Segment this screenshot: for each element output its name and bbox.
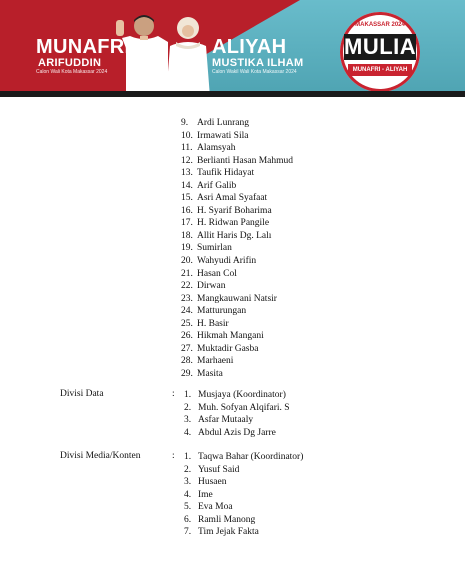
list-item <box>184 489 303 502</box>
list-item <box>184 414 290 427</box>
list-item <box>181 130 293 143</box>
item-number: 6. <box>184 514 192 525</box>
list-item <box>181 117 293 130</box>
item-name: Hasan Col <box>197 268 237 279</box>
list-item <box>184 402 290 415</box>
list-item <box>184 526 303 539</box>
item-name: Dirwan <box>197 281 226 292</box>
item-name: Muh. Sofyan Alqifari. S <box>198 402 290 413</box>
list-item <box>184 514 303 527</box>
item-number: 24. <box>181 306 193 317</box>
right-name: ALIYAH <box>212 36 287 58</box>
item-number: 19. <box>181 243 193 254</box>
division-label: Divisi Data <box>60 389 104 399</box>
item-number: 18. <box>181 230 193 241</box>
division-colon: : <box>172 389 175 399</box>
item-number: 17. <box>181 218 193 229</box>
item-number: 4. <box>184 427 192 438</box>
item-name: Sumirlan <box>197 243 232 254</box>
item-name: H. Basir <box>197 318 229 329</box>
item-name: H. Syarif Boharima <box>197 205 272 216</box>
item-name: Allit Haris Dg. Lalı <box>197 230 272 241</box>
item-number: 3. <box>184 477 192 487</box>
left-surname: ARIFUDDIN <box>38 57 102 69</box>
list-item <box>184 464 303 477</box>
list-item <box>181 318 293 331</box>
item-name: Asfar Mutaaly <box>198 415 254 425</box>
item-name: Taufik Hidayat <box>197 168 255 179</box>
item-name: H. Ridwan Pangile <box>197 218 270 229</box>
item-number: 12. <box>181 155 193 166</box>
item-number: 16. <box>181 205 193 216</box>
list-item <box>184 501 303 514</box>
left-tagline: Calon Wali Kota Makassar 2024 <box>36 69 108 75</box>
item-name: Eva Moa <box>198 502 233 512</box>
list-item <box>181 355 293 368</box>
list-item <box>181 230 293 243</box>
logo-top-text: MAKASSAR 2024 <box>355 22 405 28</box>
item-name: Irmawati Sila <box>197 130 249 141</box>
item-number: 1. <box>184 452 192 462</box>
item-number: 11. <box>181 143 193 154</box>
mulia-logo <box>340 12 420 92</box>
item-name: Arif Galib <box>197 180 237 191</box>
candidate-photo-right <box>164 12 212 97</box>
item-name: Ramli Manong <box>198 514 256 525</box>
candidate-right-name <box>212 37 303 76</box>
item-name: Matturungan <box>197 306 247 317</box>
item-number: 1. <box>184 390 192 400</box>
item-number: 4. <box>184 489 192 500</box>
member-list <box>181 117 293 380</box>
item-number: 25. <box>181 318 193 329</box>
item-number: 20. <box>181 256 193 267</box>
candidate-left-name <box>36 37 130 76</box>
item-name: Marhaeni <box>197 356 234 367</box>
list-item <box>181 242 293 255</box>
list-item <box>181 343 293 356</box>
division-colon: : <box>172 451 175 461</box>
item-number: 15. <box>181 193 193 204</box>
list-item <box>181 205 293 218</box>
campaign-banner <box>0 0 465 97</box>
item-name: Abdul Azis Dg Jarre <box>198 427 276 438</box>
item-number: 2. <box>184 464 192 475</box>
item-number: 10. <box>181 130 193 141</box>
left-name: MUNAFRI <box>36 36 131 58</box>
list-item <box>181 192 293 205</box>
list-item <box>181 330 293 343</box>
item-number: 22. <box>181 281 193 292</box>
item-name: Asri Amal Syafaat <box>197 193 268 204</box>
list-item <box>181 293 293 306</box>
right-tagline: Calon Wakil Wali Kota Makassar 2024 <box>212 69 297 75</box>
item-number: 28. <box>181 356 193 367</box>
item-number: 2. <box>184 402 192 413</box>
item-name: Ardi Lunrang <box>197 118 249 128</box>
logo-bottom-text: MUNAFRI - ALIYAH <box>348 64 412 76</box>
list-item <box>181 180 293 193</box>
item-name: Husaen <box>198 477 227 487</box>
item-number: 27. <box>181 343 193 354</box>
list-item <box>184 451 303 464</box>
list-item <box>181 268 293 281</box>
list-item <box>181 255 293 268</box>
item-number: 14. <box>181 180 193 191</box>
list-item <box>181 368 293 381</box>
item-name: Alamsyah <box>197 143 236 154</box>
item-name: Musjaya (Koordinator) <box>198 390 286 400</box>
list-item <box>184 476 303 489</box>
list-item <box>181 217 293 230</box>
list-item <box>181 305 293 318</box>
item-number: 3. <box>184 415 192 425</box>
item-number: 5. <box>184 502 192 512</box>
item-name: Wahyudi Arifin <box>197 256 257 267</box>
item-name: Masita <box>197 368 223 379</box>
item-name: Hikmah Mangani <box>197 331 264 342</box>
item-number: 23. <box>181 293 193 304</box>
item-name: Mangkauwani Natsir <box>197 293 277 304</box>
list-item <box>181 167 293 180</box>
division-label: Divisi Media/Konten <box>60 451 141 461</box>
item-name: Muktadir Gasba <box>197 343 259 354</box>
item-number: 21. <box>181 268 193 279</box>
division-items <box>184 451 303 539</box>
item-name: Berlianti Hasan Mahmud <box>197 155 294 166</box>
list-item <box>181 280 293 293</box>
item-number: 26. <box>181 331 193 342</box>
division-items <box>184 389 290 439</box>
item-number: 13. <box>181 168 193 179</box>
item-number: 9. <box>181 118 189 128</box>
list-item <box>181 155 293 168</box>
item-number: 7. <box>184 527 192 537</box>
right-surname: MUSTIKA ILHAM <box>212 57 304 69</box>
item-name: Tim Jejak Fakta <box>198 527 259 537</box>
logo-brand-text: MULIA <box>344 34 417 59</box>
list-item <box>181 142 293 155</box>
item-name: Taqwa Bahar (Koordinator) <box>198 452 304 462</box>
banner-divider <box>0 91 465 97</box>
list-item <box>184 427 290 440</box>
item-name: Yusuf Said <box>198 464 240 475</box>
item-name: Ime <box>198 489 213 500</box>
item-number: 29. <box>181 368 193 379</box>
list-item <box>184 389 290 402</box>
